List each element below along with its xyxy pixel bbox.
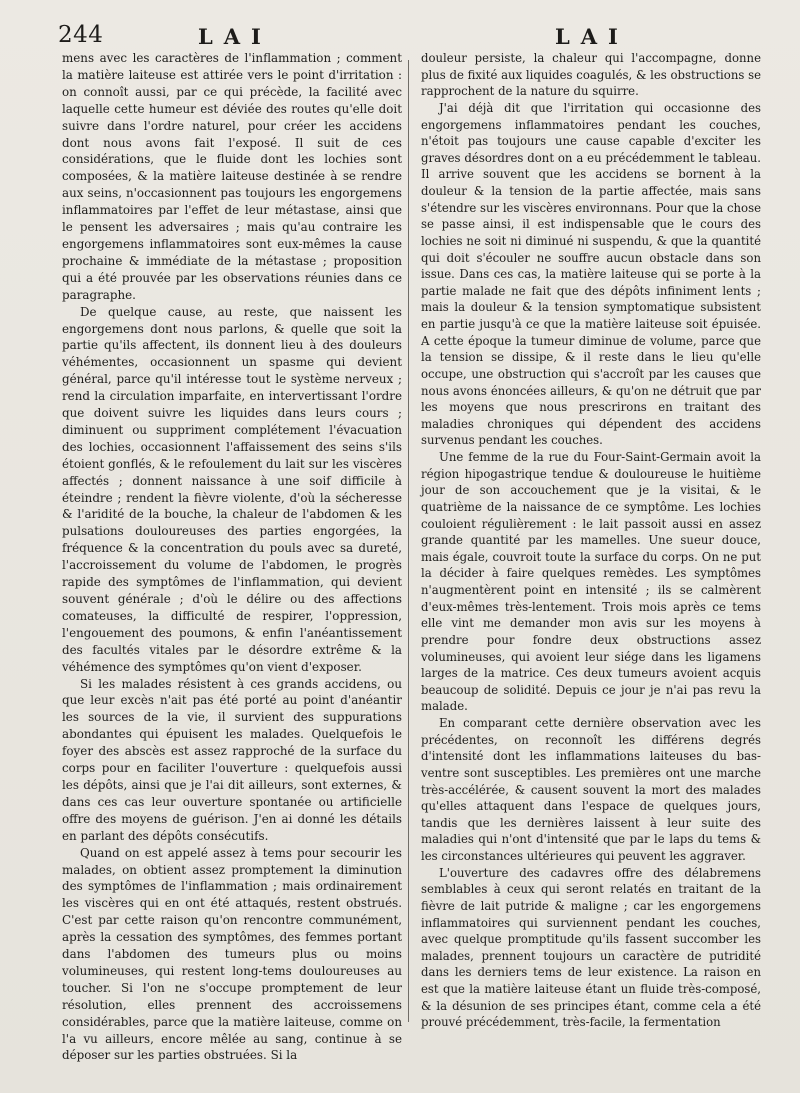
paragraph: mens avec les caractères de l'inflammation ; comment la matière laiteuse est attirée vers le point d'irritation : on connoît aussi, par ce qui précède, la facilité avec laquelle cette humeur est déviée des routes qu'elle doit suivre dans l'ordre naturel, pour créer les accidens dont nous avons fait l'exposé. Il suit de ces considérations, que le fluide dont les lochies sont composées, & la matière laiteuse destinée à se rendre aux seins, n'occasionnent pas toujours les engorgemens inflammatoires par l'effet de leur métastase, ainsi que le pensent les adversaires ; mais qu'au contraire les engorgemens inflammatoires sont eux-mêmes la cause prochaine & immédiate de la métastase ; proposition qui a été prouvée par les observations réunies dans ce paragraphe. [62,51,402,302]
paragraph: Quand on est appelé assez à tems pour secourir les malades, on obtient assez promptement la diminution des symptômes de l'inflammation ; mais ordinairement les viscères qui en ont été attaqués, restent obstrués. C'est par cette raison qu'on rencontre communément, après la cessation des symptômes, des femmes portant dans l'abdomen des tumeurs plus ou moins volumineuses, qui restent long-tems douloureuses au toucher. Si l'on ne s'occupe promptement de leur résolution, elles prennent des accroissemens considérables, parce que la matière laiteuse, comme on l'a vu ailleurs, encore mêlée au sang, continue à se déposer sur les parties obstruées. Si la [62,845,402,1063]
paragraph: J'ai déjà dit que l'irritation qui occasionne des engorgemens inflammatoires pendant les couches, n'étoit pas toujours une cause capable d'exciter les graves désordres dont on a eu précédemment le tableau. Il arrive souvent que les accidens se bornent à la douleur & la tension de la partie affectée, mais sans s'étendre sur les viscères environnans. Pour que la chose se passe ainsi, il est indispensable que le cours des lochies ne soit ni diminué ni suspendu, & que la quantité qui doit s'écouler ne souffre aucun obstacle dans son issue. Dans ces cas, la matière laiteuse qui se porte à la partie malade ne fait que des dépôts infiniment lents ; mais la douleur & la tension symptomatique subsistent en partie jusqu'à ce que la matière laiteuse soit épuisée. A cette époque la tumeur diminue de volume, parce que la tension se dissipe, & il reste dans le lieu qu'elle occupe, une obstruction qui s'accroît par les causes que nous avons énoncées ailleurs, & qu'on ne détruit que par les moyens que nous prescrirons en traitant des maladies chroniques qui dépendent des accidens survenus pendant les couches. [421,100,761,448]
paragraph: L'ouverture des cadavres offre des délabremens semblables à ceux qui seront relatés en traitant de la fièvre de lait putride & maligne ; car les engorgemens inflammatoires qui surviennent pendant les couches, avec quelque promptitude qu'ils fassent succomber les malades, prennent toujours un caractère de putridité dans les derniers tems de leur existence. La raison en est que la matière laiteuse étant un fluide très-composé, & la désunion de ses principes étant, comme cela a été prouvé précédemment, très-facile, la fermentation [421,865,761,1030]
paragraph: douleur persiste, la chaleur qui l'accompagne, donne plus de fixité aux liquides coagulés, & les obstructions se rapprochent de la nature du squirre. [421,51,761,99]
paragraph: De quelque cause, au reste, que naissent les engorgemens dont nous parlons, & quelle que soit la partie qu'ils affectent, ils donnent lieu à des douleurs véhémentes, occasionnent un spasme qui devient général, parce qu'il intéresse tout le système nerveux ; rend la circulation imparfaite, en intervertissant l'ordre que doivent suivre les liquides dans leurs cours ; diminuent ou suppriment complétement l'évacuation des lochies, occasionnent l'affaissement des seins s'ils étoient gonflés, & le refoulement du lait sur les viscères affectés ; donnent naissance à une soif difficile à éteindre ; rendent la fièvre violente, d'où la sécheresse & l'aridité de la bouche, la chaleur de l'abdomen & les pulsations douloureuses des parties engorgées, la fréquence & la concentration du pouls avec sa dureté, l'accroissement du volume de l'abdomen, le progrès rapide des symptômes de l'inflammation, qui devient souvent générale ; d'où le délire ou des affections comateuses, la difficulté de respirer, l'oppression, l'engouement des poumons, & enfin l'anéantissement des facultés vitales par le désordre extrême & la véhémence des symptômes qu'on vient d'exposer. [62,304,402,674]
left-text-column [62,50,402,1064]
running-title-right: LAI [555,24,629,49]
paragraph: Une femme de la rue du Four-Saint-Germain avoit la région hipogastrique tendue & douloureuse le huitième jour de son accouchement que je la visitai, & le quatrième de la naissance de ce symptôme. Les lochies couloient régulièrement : le lait passoit aussi en assez grande quantité par les mamelles. Une sueur douce, mais égale, couvroit toute la surface du corps. On ne put la décider à faire quelques remèdes. Les symptômes n'augmentèrent point en intensité ; ils se calmèrent d'eux-mêmes très-lentement. Trois mois après ce tems elle vint me demander mon avis sur les moyens à prendre pour fondre deux obstructions assez volumineuses, qui avoient leur siége dans les ligamens larges de la matrice. Ces deux tumeurs avoient acquis beaucoup de solidité. Depuis ce jour je n'ai pas revu la malade. [421,450,761,714]
running-title-left: LAI [198,24,272,49]
right-text-column [421,50,761,1031]
page-number: 244 [58,22,104,48]
paragraph: Si les malades résistent à ces grands accidens, ou que leur excès n'ait pas été porté au point d'anéantir les sources de la vie, il survient des suppurations abondantes qui épuisent les malades. Quelquefois le foyer des abscès est assez rapproché de la surface du corps pour en faciliter l'ouverture : quelquefois aussi les dépôts, ainsi que je l'ai dit ailleurs, sont externes, & dans ces cas leur ouverture spontanée ou artificielle offre des moyens de guérison. J'en ai donné les détails en parlant des dépôts consécutifs. [62,676,402,843]
paragraph: En comparant cette dernière observation avec les précédentes, on reconnoît les différens degrés d'intensité dont les inflammations laiteuses du bas-ventre sont susceptibles. Les premières ont une marche très-accélérée, & causent souvent la mort des malades qu'elles attaquent dans l'espace de quelques jours, tandis que les dernières laissent à leur suite des maladies qui n'ont d'intensité que par le laps du tems & les circonstances ultérieures qui peuvent les aggraver. [421,716,761,863]
column-divider [408,60,409,1022]
